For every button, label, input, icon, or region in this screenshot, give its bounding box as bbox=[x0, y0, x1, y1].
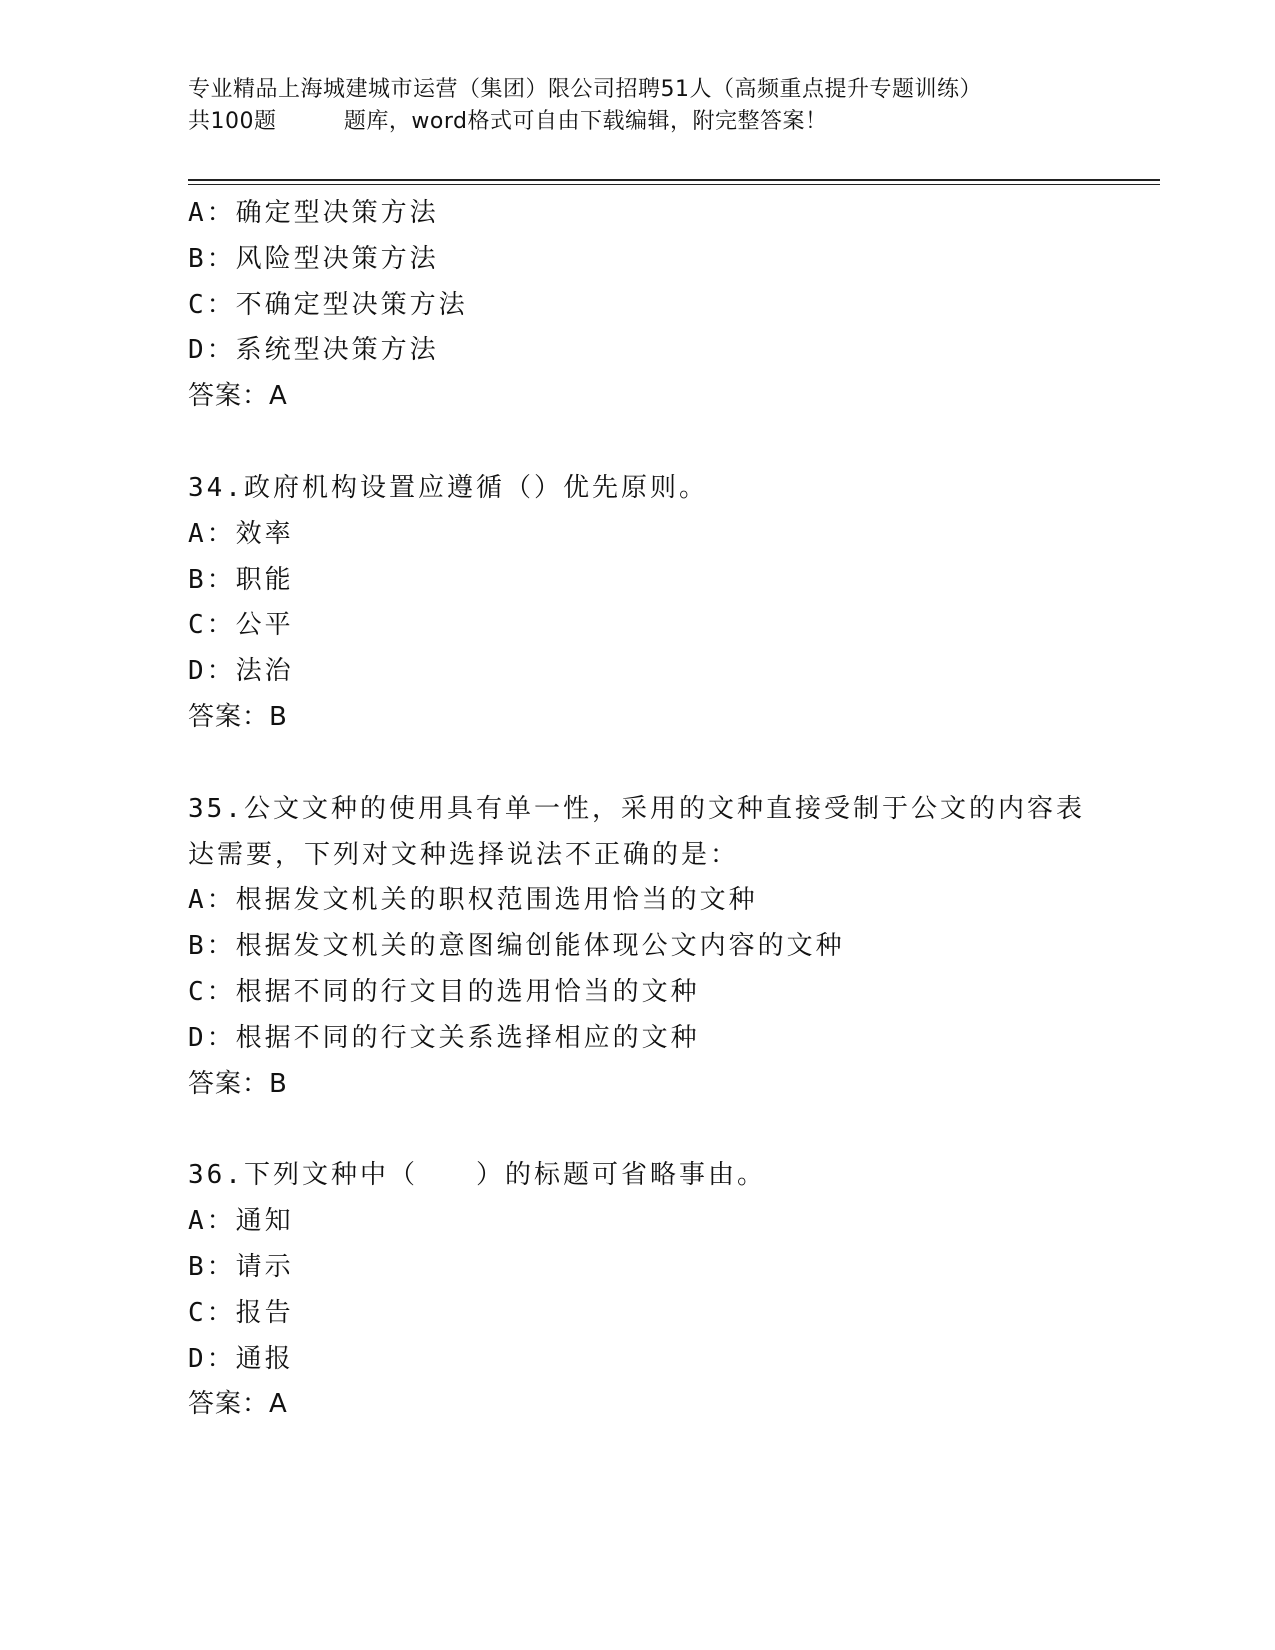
option-c: C：报告 bbox=[188, 1297, 294, 1328]
question-block-partial bbox=[188, 191, 1168, 420]
header-title-line: 专业精品上海城建城市运营（集团）限公司招聘51人（高频重点提升专题训练） bbox=[188, 77, 982, 102]
question-stem-line-1: 35.公文文种的使用具有单一性，采用的文种直接受制于公文的内容表 bbox=[188, 793, 1085, 824]
option-b: B：职能 bbox=[188, 564, 294, 595]
answer-line: 答案：B bbox=[188, 701, 288, 732]
option-a: A：通知 bbox=[188, 1206, 294, 1237]
option-a: A：效率 bbox=[188, 518, 294, 549]
option-c: C：公平 bbox=[188, 610, 294, 641]
question-block-36 bbox=[188, 1153, 1168, 1428]
option-d: D：通报 bbox=[188, 1343, 294, 1374]
question-stem: 36.下列文种中（ ）的标题可省略事由。 bbox=[188, 1160, 766, 1191]
question-block-35 bbox=[188, 787, 1168, 1108]
header-subtitle-line: 共100题 题库，word格式可自由下载编辑，附完整答案！ bbox=[188, 109, 828, 134]
option-d: D：系统型决策方法 bbox=[188, 335, 439, 366]
answer-line: 答案：A bbox=[188, 381, 288, 412]
answer-line: 答案：B bbox=[188, 1068, 288, 1099]
spacer bbox=[188, 1107, 1168, 1153]
option-b: B：风险型决策方法 bbox=[188, 243, 439, 274]
question-stem-line-2: 达需要，下列对文种选择说法不正确的是： bbox=[188, 839, 740, 870]
question-stem: 34.政府机构设置应遵循（）优先原则。 bbox=[188, 472, 708, 503]
spacer bbox=[188, 741, 1168, 787]
question-block-34 bbox=[188, 466, 1168, 741]
option-a: A：根据发文机关的职权范围选用恰当的文种 bbox=[188, 885, 758, 916]
option-b: B：根据发文机关的意图编创能体现公文内容的文种 bbox=[188, 931, 845, 962]
document-header bbox=[188, 74, 1158, 138]
header-divider-thin bbox=[188, 184, 1160, 185]
question-list bbox=[188, 191, 1168, 1428]
option-c: C：不确定型决策方法 bbox=[188, 289, 468, 320]
option-b: B：请示 bbox=[188, 1251, 294, 1282]
option-a: A：确定型决策方法 bbox=[188, 198, 439, 228]
option-d: D：根据不同的行文关系选择相应的文种 bbox=[188, 1022, 700, 1053]
option-d: D：法治 bbox=[188, 656, 294, 687]
option-c: C：根据不同的行文目的选用恰当的文种 bbox=[188, 976, 700, 1007]
spacer bbox=[188, 420, 1168, 466]
header-divider bbox=[188, 179, 1160, 181]
answer-line: 答案：A bbox=[188, 1389, 288, 1420]
